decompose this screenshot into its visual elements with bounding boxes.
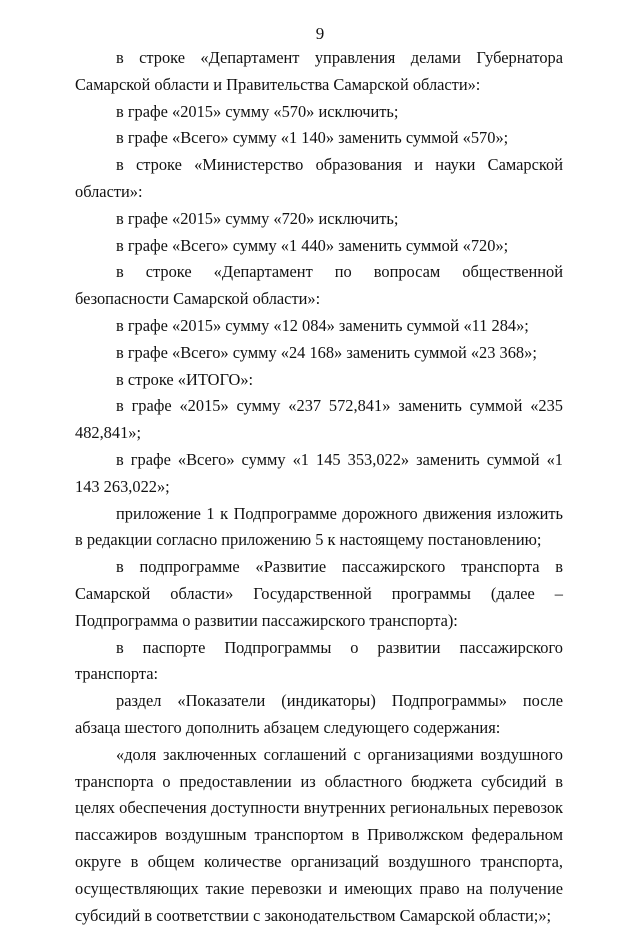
paragraph-12: в графе «Всего» сумму «1 145 353,022» заменить суммой «1 143 263,022»; — [75, 449, 563, 496]
paragraph-11: в графе «2015» сумму «237 572,841» заменить суммой «235 482,841»; — [75, 396, 563, 443]
paragraph-8: в графе «2015» сумму «12 084» заменить суммой «11 284»; — [116, 315, 529, 335]
paragraph-15: в паспорте Подпрограммы о развитии пассажирского транспорта: — [75, 637, 563, 684]
paragraph-4: в строке «Министерство образования и науки Самарской области»: — [75, 155, 563, 201]
paragraph-3: в графе «Всего» сумму «1 140» заменить суммой «570»; — [116, 128, 509, 148]
page-number: 9 — [315, 24, 325, 43]
paragraph-17: «доля заключенных соглашений с организациями воздушного транспорта о предоставлении из областного бюджета субсидий в целях обеспечения доступности внутренних региональных перевозок пассажиров воздушным транспортом в Приволжском федеральном округе в общем количестве организаций воздушного транспорта, осуществляющих такие перевозки и имеющих право на получение субсидий в соответствии с законодательством Самарской области;»; — [75, 744, 563, 925]
paragraph-9: в графе «Всего» сумму «24 168» заменить суммой «23 368»; — [116, 342, 537, 362]
paragraph-2: в графе «2015» сумму «570» исключить; — [116, 101, 399, 121]
paragraph-10: в строке «ИТОГО»: — [116, 369, 254, 389]
paragraph-14: в подпрограмме «Развитие пассажирского транспорта в Самарской области» Государственной программы (далее – Подпрограмма о развитии пассажирского транспорта): — [75, 557, 563, 630]
paragraph-7: в строке «Департамент по вопросам общественной безопасности Самарской области»: — [75, 262, 563, 309]
paragraph-6: в графе «Всего» сумму «1 440» заменить суммой «720»; — [116, 235, 509, 255]
paragraph-5: в графе «2015» сумму «720» исключить; — [116, 208, 399, 228]
paragraph-1: в строке «Департамент управления делами Губернатора Самарской области и Правительства Самарской области»: — [75, 48, 563, 94]
document-body — [75, 45, 563, 929]
paragraph-16: раздел «Показатели (индикаторы) Подпрограммы» после абзаца шестого дополнить абзацем следующего содержания: — [75, 691, 563, 737]
paragraph-13: приложение 1 к Подпрограмме дорожного движения изложить в редакции согласно приложению 5 к настоящему постановлению; — [75, 503, 563, 550]
